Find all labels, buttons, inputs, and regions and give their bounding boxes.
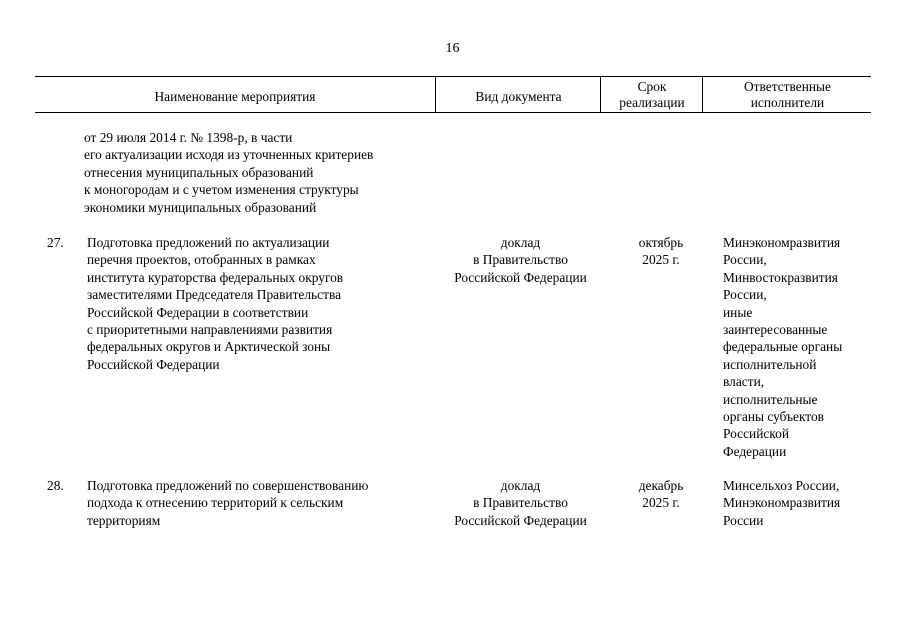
page-number: 16: [445, 41, 460, 56]
header-doc-type: Вид документа: [475, 88, 562, 104]
row-responsible: Минэкономразвития России, Минвостокразвития России, иные заинтересованные федеральные органы исполнительной власти, исполнительные органы субъектов Российской Федерации: [723, 235, 843, 459]
header-name-cell: [35, 77, 435, 112]
header-responsible: Ответственные исполнители: [744, 79, 831, 110]
header-term: Срок реализации: [619, 79, 685, 110]
row-number: 27.: [47, 235, 64, 250]
row-number: 28.: [47, 478, 64, 493]
row-name: Подготовка предложений по актуализации перечня проектов, отобранных в рамках института кураторства федеральных округов заместителями Председателя Правительства Российской Федерации в соответствии с приоритетными направлениями развития федеральных округов и Арктической зоны Российской Федерации: [87, 235, 344, 372]
header-name: Наименование мероприятия: [154, 88, 316, 104]
row-term: октябрь 2025 г.: [638, 235, 684, 268]
continuation-text: от 29 июля 2014 г. № 1398-р, в части его актуализации исходя из уточненных критериев отнесения муниципальных образований к моногородам и с учетом изменения структуры экономики муниципальных образований: [84, 130, 374, 215]
header-term-cell: [600, 77, 703, 112]
row-doc-type: доклад в Правительство Российской Федерации: [454, 235, 587, 285]
header-doc-type-cell: [435, 77, 601, 112]
row-term: декабрь 2025 г.: [638, 478, 684, 511]
table-header: [35, 76, 871, 113]
row-doc-type: доклад в Правительство Российской Федерации: [454, 478, 587, 528]
row-name: Подготовка предложений по совершенствованию подхода к отнесению территорий к сельским территориям: [87, 478, 369, 528]
row-responsible: Минсельхоз России, Минэкономразвития России: [723, 478, 841, 528]
header-responsible-cell: [702, 77, 872, 112]
